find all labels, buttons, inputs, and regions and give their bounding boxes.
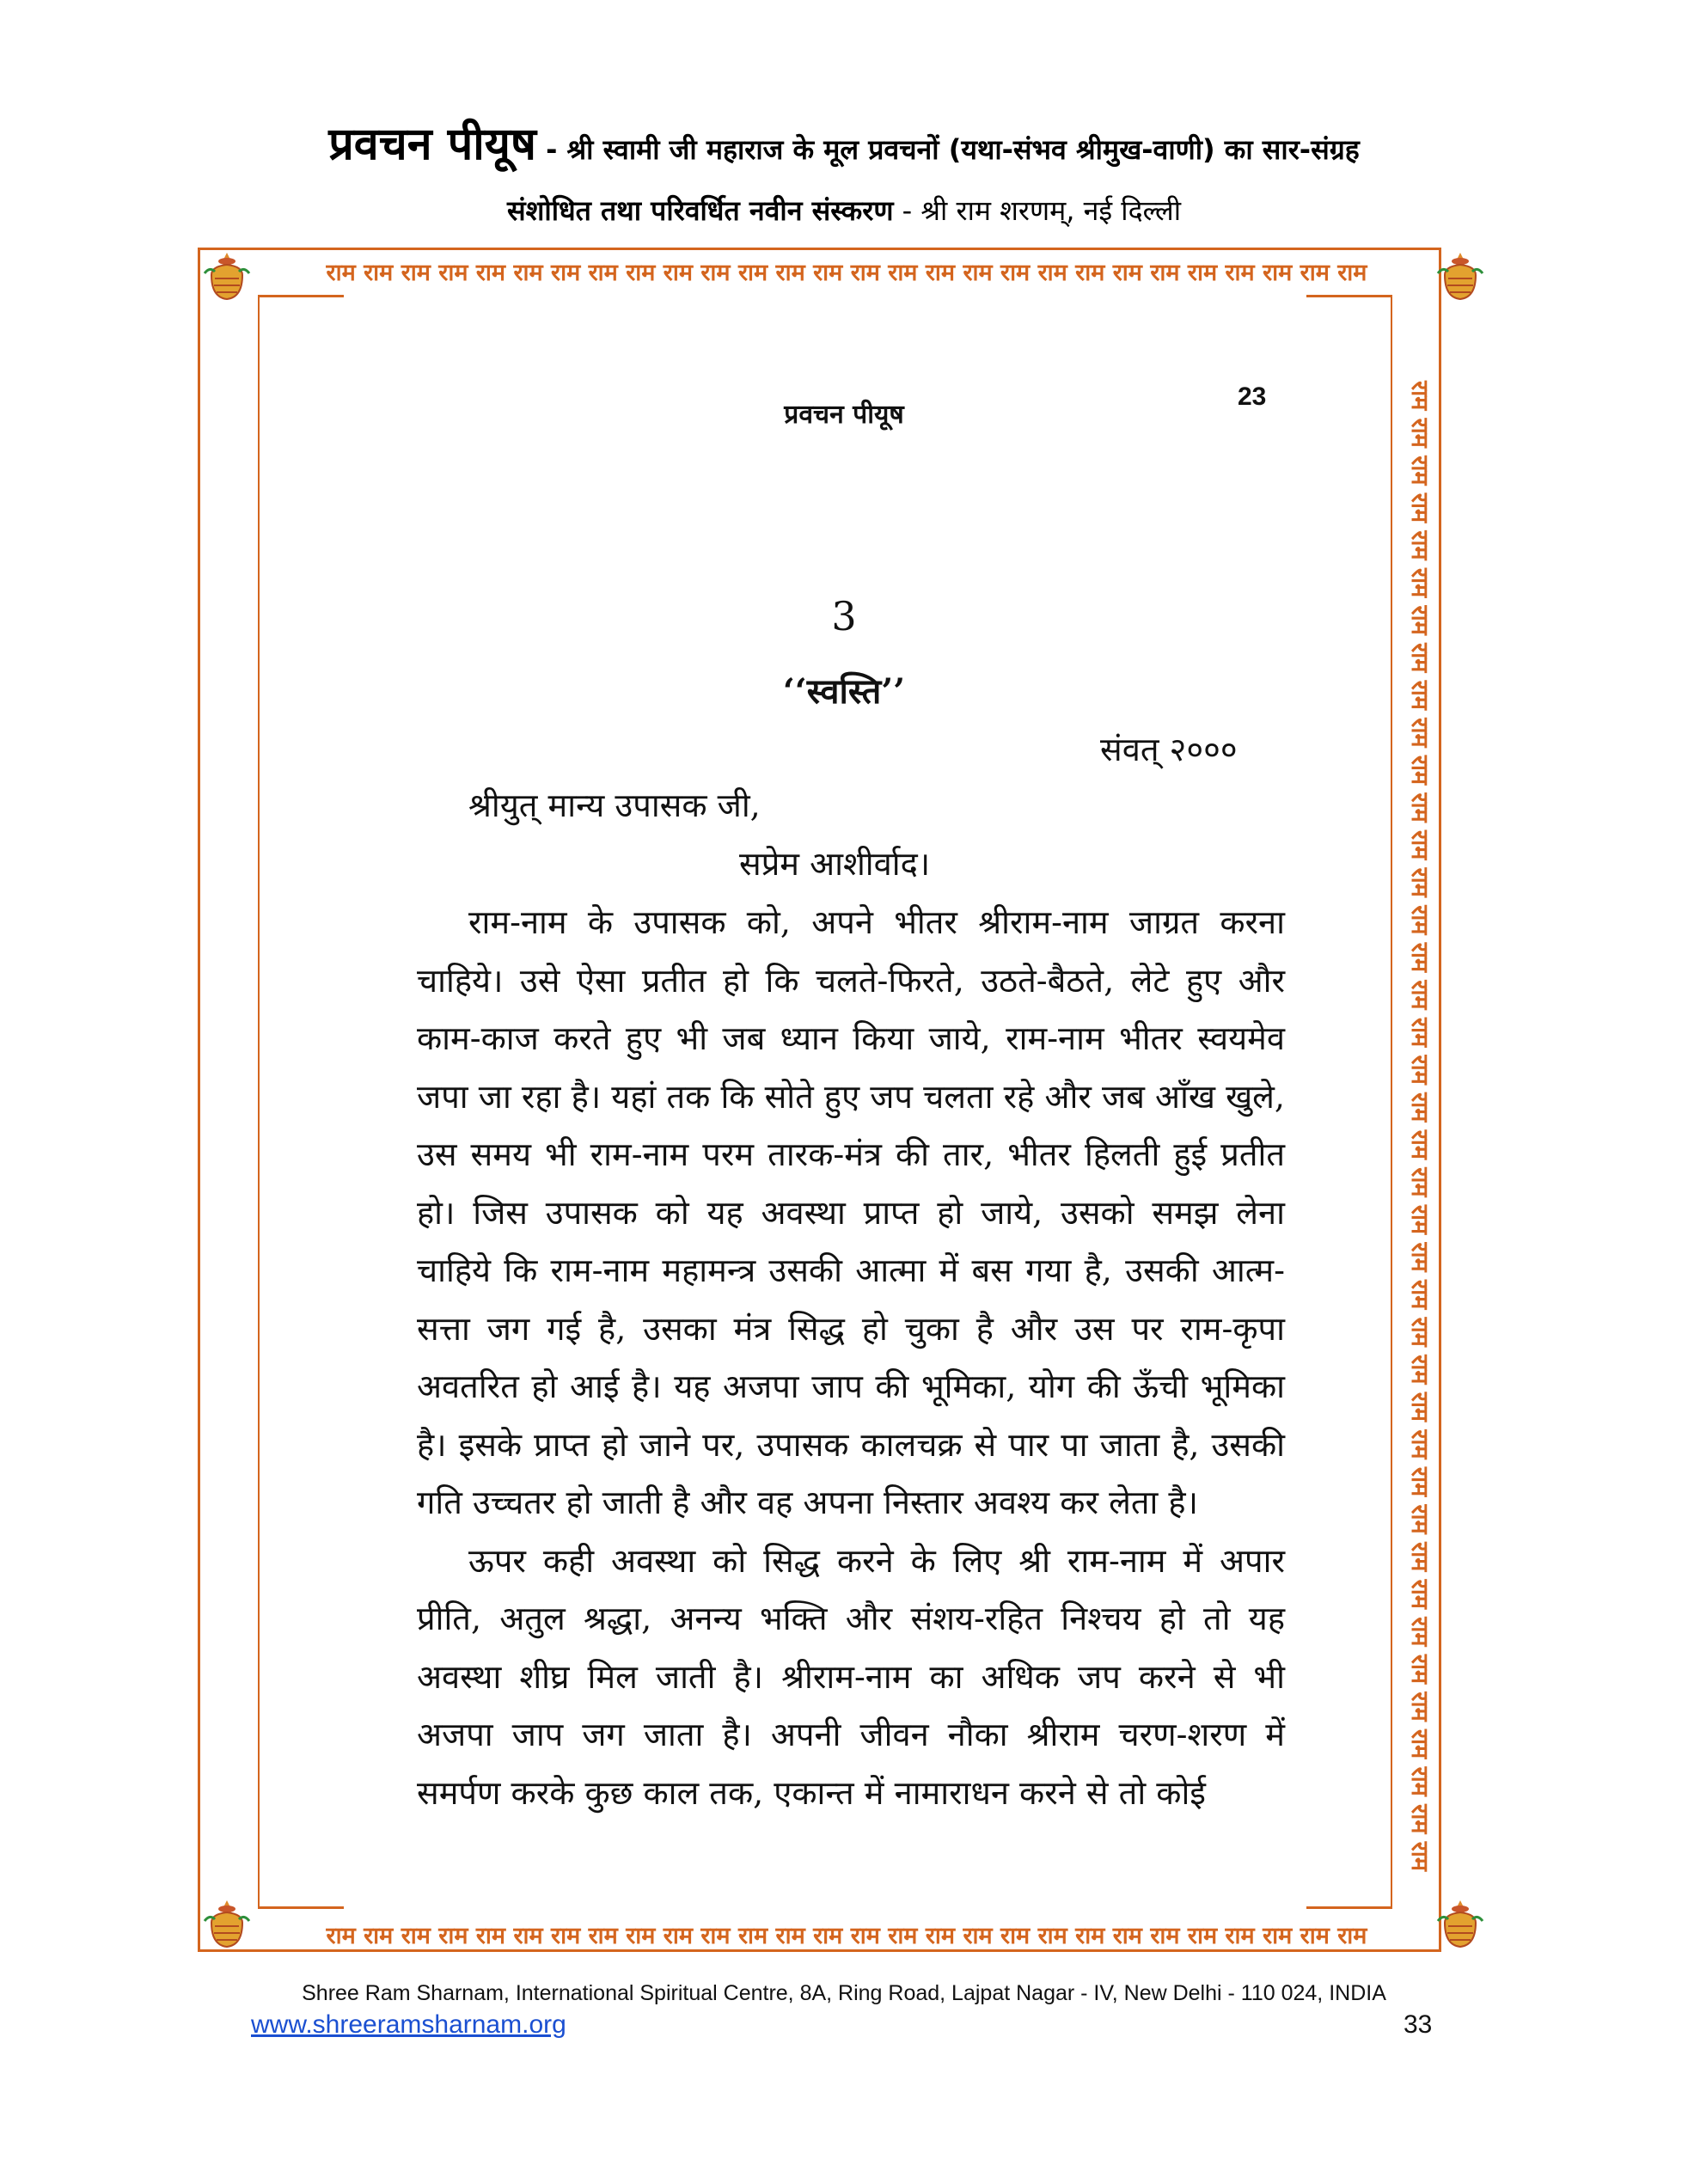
border-right-ram-text: राम राम राम राम राम राम राम राम राम राम राम राम राम राम राम राम राम राम राम राम राम राम राम राम राम राम राम राम राम राम राम राम राम राम राम राम राम राम राम राम xyxy=(1406,381,1433,1871)
footer-page-number: 33 xyxy=(1404,2010,1433,2039)
letter-salutation: श्रीयुत् मान्य उपासक जी, xyxy=(468,786,761,824)
edition-line xyxy=(0,192,1688,229)
inner-border-top-right xyxy=(1306,295,1392,297)
running-title: प्रवचन पीयूष xyxy=(784,400,904,430)
inner-border-bottom-left xyxy=(258,1906,344,1909)
kalash-icon xyxy=(1433,249,1488,304)
letter-blessing: सप्रेम आशीर्वाद। xyxy=(739,845,931,883)
inner-border-top-left xyxy=(258,295,344,297)
inner-border-bottom-right xyxy=(1306,1906,1392,1909)
border-top-ram-text: राम राम राम राम राम राम राम राम राम राम राम राम राम राम राम राम राम राम राम राम राम राम राम राम राम राम राम राम xyxy=(326,260,1367,286)
chapter-title: ‘‘स्वस्ति’’ xyxy=(782,671,906,712)
kalash-icon xyxy=(199,249,254,304)
scan-page-number: 23 xyxy=(1238,382,1267,411)
kalash-icon xyxy=(1433,1897,1488,1952)
kalash-icon xyxy=(199,1897,254,1952)
publisher-label: - श्री राम शरणम्, नई दिल्ली xyxy=(893,194,1181,227)
border-bottom-ram-text: राम राम राम राम राम राम राम राम राम राम राम राम राम राम राम राम राम राम राम राम राम राम राम राम राम राम राम राम xyxy=(326,1923,1367,1949)
page-header xyxy=(0,112,1688,229)
header-title-line xyxy=(0,112,1688,173)
edition-label: संशोधित तथा परिवर्धित नवीन संस्करण xyxy=(507,194,894,227)
book-title: प्रवचन पीयूष xyxy=(328,119,536,170)
letter-date: संवत् २००० xyxy=(1100,731,1238,768)
chapter-number: 3 xyxy=(831,593,857,639)
paragraph: ऊपर कही अवस्था को सिद्ध करने के लिए श्री राम-नाम में अपार प्रीति, अतुल श्रद्धा, अनन्य भक्ति और संशय-रहित निश्चय हो तो यह अवस्था शीघ्र मिल जाती है। श्रीराम-नाम का अधिक जप करने से भी अजपा जाप जग जाता है। अपनी जीवन नौका श्रीराम चरण-शरण में समर्पण करके कुछ काल तक, एकान्त में नामाराधन करने से तो कोई xyxy=(417,1541,1285,1812)
website-link[interactable]: www.shreeramsharnam.org xyxy=(251,2010,566,2039)
footer-address: Shree Ram Sharnam, International Spiritual Centre, 8A, Ring Road, Lajpat Nagar - IV, New Delhi - 110 024, INDIA xyxy=(302,1981,1386,2005)
paragraph: राम-नाम के उपासक को, अपने भीतर श्रीराम-नाम जाग्रत करना चाहिये। उसे ऐसा प्रतीत हो कि चलते-फिरते, उठते-बैठते, लेटे हुए और काम-काज करते हुए भी जब ध्यान किया जाये, राम-नाम भीतर स्वयमेव जपा जा रहा है। यहां तक कि सोते हुए जप चलता रहे और जब आँख खुले, उस समय भी राम-नाम परम तारक-मंत्र की तार, भीतर हिलती हुई प्रतीत हो। जिस उपासक को यह अवस्था प्राप्त हो जाये, उसको समझ लेना चाहिये कि राम-नाम महामन्त्र उसकी आत्मा में बस गया है, उसकी आत्म-सत्ता जग गई है, उसका मंत्र सिद्ध हो चुका है और उस पर राम-कृपा अवतरित हो आई है। यह अजपा जाप की भूमिका, योग की ऊँची भूमिका है। इसके प्राप्त हो जाने पर, उपासक कालचक्र से पार पा जाता है, उसकी गति उच्चतर हो जाती है और वह अपना निस्तार अवश्य कर लेता है। xyxy=(417,903,1285,1521)
book-subtitle: - श्री स्वामी जी महाराज के मूल प्रवचनों (यथा-संभव श्रीमुख-वाणी) का सार-संग्रह xyxy=(535,133,1360,166)
letter-body xyxy=(417,894,1285,1822)
